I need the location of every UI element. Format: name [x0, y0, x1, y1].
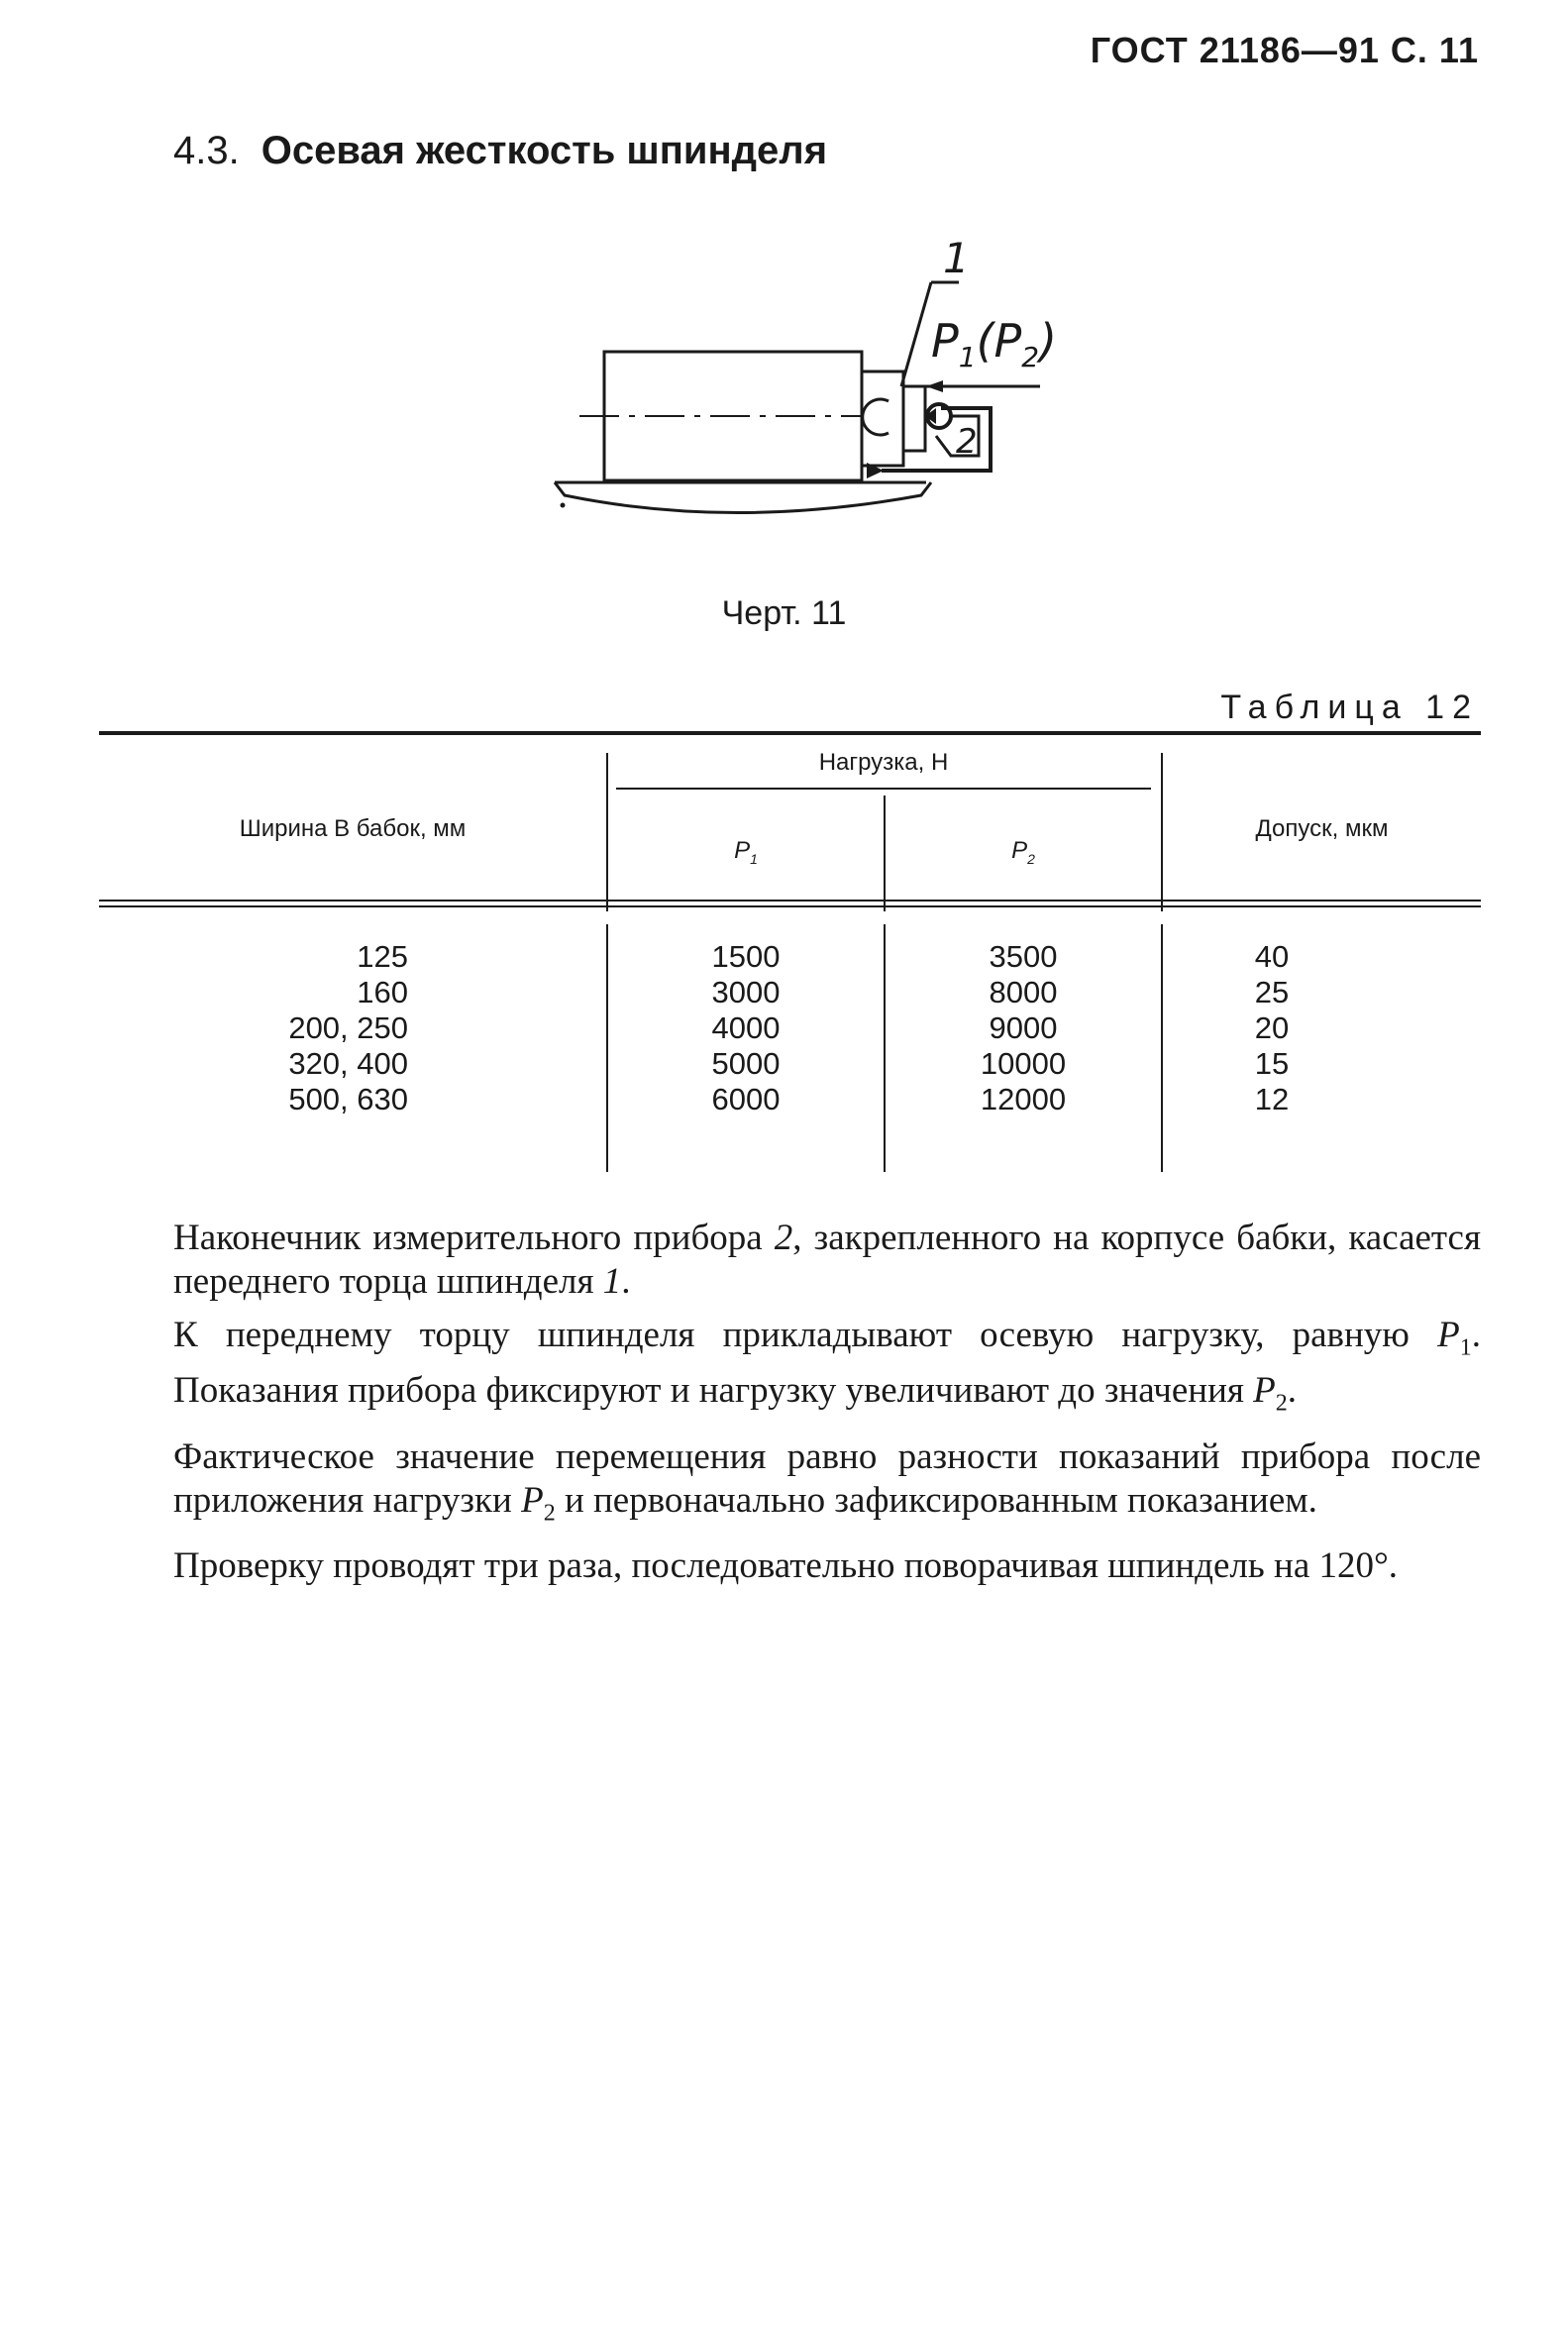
- bed-base: [555, 482, 931, 513]
- label-p2-sub: 2: [1021, 341, 1040, 373]
- page-header: ГОСТ 21186—91 С. 11: [1090, 30, 1479, 70]
- table-cell: 200, 250: [288, 1010, 408, 1045]
- table-cell: 40: [1254, 939, 1290, 974]
- table-cell: 15: [1254, 1046, 1290, 1081]
- table-cell: 1500: [711, 939, 781, 974]
- text-run: и первоначально зафиксированным показанием.: [555, 1479, 1317, 1521]
- text-run: P: [521, 1479, 544, 1521]
- header-p2-sub: 2: [1027, 850, 1035, 867]
- text-run: . Показания прибора фиксируют и нагрузку увеличивают до значения: [173, 1315, 1481, 1412]
- text-run: 1: [602, 1261, 622, 1302]
- label-p2-close: ): [1039, 314, 1058, 368]
- text-run: 2: [774, 1218, 793, 1258]
- spindle-face: [903, 386, 925, 451]
- column-p1-values: [608, 939, 884, 1117]
- text-run: 1: [1459, 1334, 1472, 1361]
- header-p1-sub: 1: [750, 850, 758, 867]
- figure-caption: Черт. 11: [721, 594, 847, 632]
- text-run: Фактическое значение перемещения равно разности показаний прибора после приложения нагрузки: [173, 1435, 1481, 1521]
- label-p2-open: (P: [976, 314, 1022, 368]
- text-run: .: [621, 1261, 631, 1302]
- table-cell: 5000: [711, 1046, 781, 1081]
- header-rule-2: [99, 905, 1481, 907]
- paragraph-3: [173, 1435, 1481, 1535]
- table-title: Таблица 12: [1220, 689, 1479, 726]
- table-cell: 3500: [989, 939, 1058, 974]
- header-p2-sym: P: [1011, 837, 1028, 864]
- table-cell: 9000: [989, 1010, 1058, 1045]
- table-cell: 4000: [711, 1010, 781, 1045]
- table-cell: 20: [1254, 1010, 1290, 1045]
- spindle-symbol: [863, 399, 889, 435]
- text-run: 2: [543, 1500, 556, 1527]
- bed-mark: [561, 503, 566, 508]
- force-arrowhead: [926, 380, 943, 392]
- text-run: Наконечник измерительного прибора: [173, 1218, 775, 1258]
- header-rule-1: [99, 900, 1481, 902]
- section-heading: [173, 127, 827, 173]
- table-top-rule: [99, 731, 1481, 735]
- text-run: .: [1287, 1370, 1298, 1412]
- column-width-values: [99, 939, 408, 1117]
- label-p1-sub: 1: [958, 341, 977, 373]
- label-load: [931, 314, 1057, 373]
- paragraph-2: [173, 1314, 1481, 1426]
- header-p1-sym: P: [734, 837, 751, 864]
- text-run: 2: [1275, 1390, 1288, 1417]
- header-p1: [608, 837, 884, 867]
- table-cell: 8000: [989, 975, 1058, 1009]
- column-tolerance-values: [1163, 939, 1381, 1117]
- label-p: P: [931, 314, 959, 368]
- leader-line-1b: [901, 282, 931, 386]
- label-indicator-2: 2: [956, 422, 978, 462]
- header-tolerance: Допуск, мкм: [1255, 815, 1389, 842]
- section-title: Осевая жесткость шпинделя: [261, 129, 828, 172]
- header-load: Нагрузка, Н: [818, 749, 949, 776]
- table-cell: 3000: [711, 975, 781, 1009]
- table-cell: 6000: [711, 1082, 781, 1116]
- col-divider-1: [606, 753, 608, 911]
- table-cell: 25: [1254, 975, 1290, 1009]
- body-text: [173, 1217, 1481, 1598]
- data-table: [99, 731, 1481, 1172]
- header-p2: [886, 837, 1161, 867]
- label-spindle-1: 1: [943, 234, 970, 282]
- header-width: Ширина B бабок, мм: [239, 815, 467, 842]
- text-run: , закрепленного на корпусе бабки, касается переднего торца шпинделя: [173, 1218, 1481, 1302]
- column-p2-values: [886, 939, 1161, 1117]
- table-cell: 160: [357, 975, 408, 1009]
- text-run: P: [1253, 1370, 1276, 1412]
- spindle-diagram: [535, 223, 1090, 550]
- table-cell: 320, 400: [288, 1046, 408, 1081]
- table-cell: 12000: [980, 1082, 1067, 1116]
- table-cell: 12: [1254, 1082, 1290, 1116]
- load-subheader-rule: [616, 788, 1151, 790]
- section-number: 4.3.: [173, 129, 240, 172]
- paragraph-1: [173, 1217, 1481, 1304]
- text-run: К переднему торцу шпинделя прикладывают осевую нагрузку, равную: [173, 1315, 1438, 1355]
- spindle-nose: [862, 371, 903, 466]
- table-cell: 125: [357, 939, 408, 974]
- table-cell: 10000: [980, 1046, 1067, 1081]
- table-cell: 500, 630: [288, 1082, 408, 1116]
- paragraph-4: Проверку проводят три раза, последовательно поворачивая шпиндель на 120°.: [173, 1545, 1399, 1587]
- text-run: P: [1437, 1315, 1460, 1355]
